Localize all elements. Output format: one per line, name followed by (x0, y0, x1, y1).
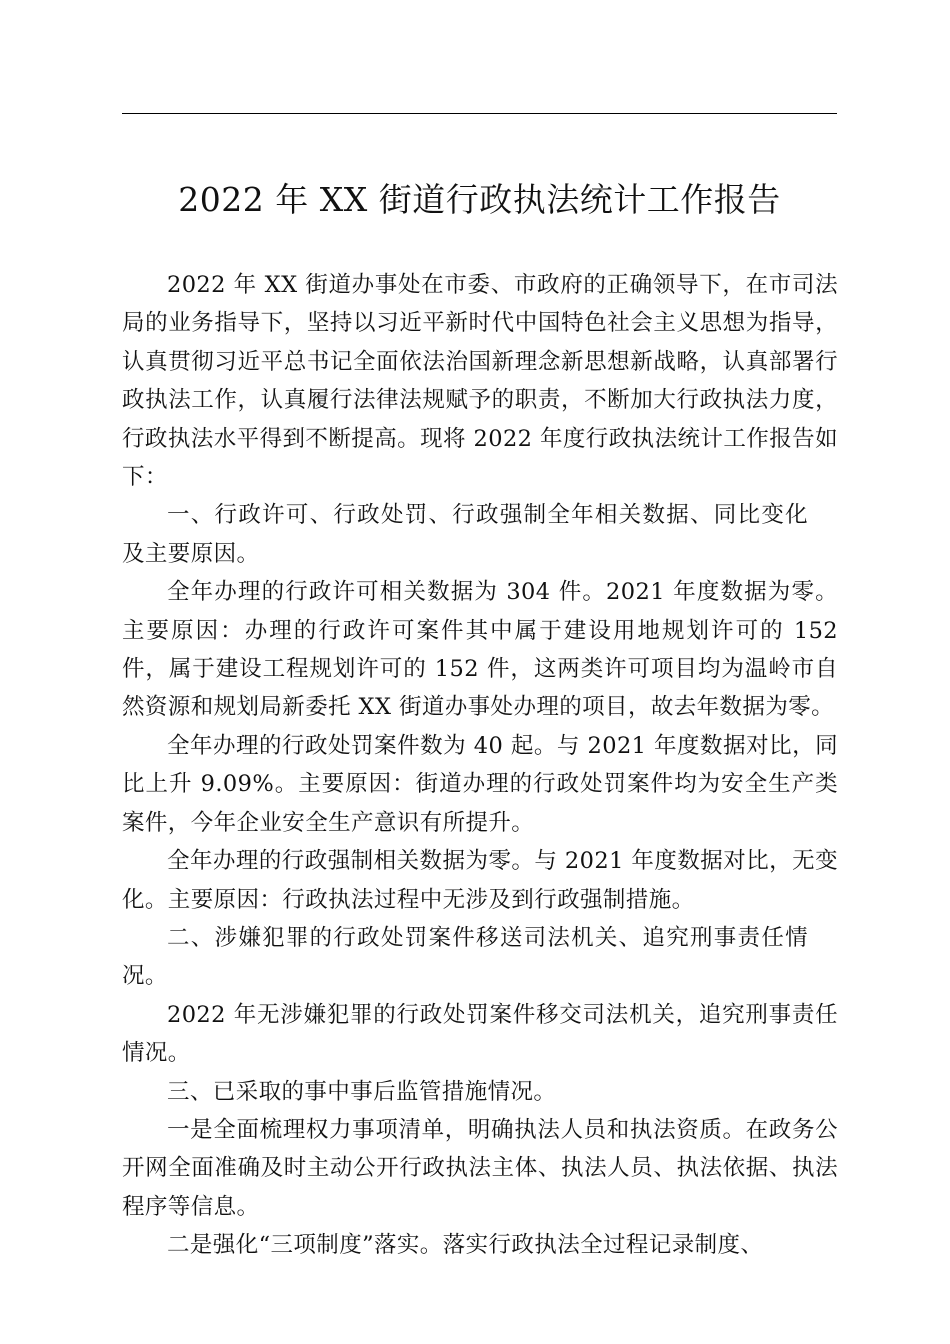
section-heading-2: 二、涉嫌犯罪的行政处罚案件移送司法机关、追究刑事责任情况。 (122, 924, 808, 990)
header-rule (122, 113, 837, 114)
section-heading-3: 三、已采取的事中事后监管措施情况。 (167, 1078, 557, 1105)
document-title: 2022 年 XX 街道行政执法统计工作报告 (178, 180, 781, 219)
paragraph-measure-2: 二是强化“三项制度”落实。落实行政执法全过程记录制度、 (167, 1232, 764, 1259)
paragraph-penalties: 全年办理的行政处罚案件数为 40 起。与 2021 年度数据对比，同比上升 9.09%。主要原因：街道办理的行政处罚案件均为安全生产类案件，今年企业安全生产意识有所提升。 (122, 732, 838, 836)
section-heading-1: 一、行政许可、行政处罚、行政强制全年相关数据、同比变化及主要原因。 (122, 502, 808, 567)
paragraph-enforcement: 全年办理的行政强制相关数据为零。与 2021 年度数据对比，无变化。主要原因：行政执法过程中无涉及到行政强制措施。 (122, 848, 838, 913)
paragraph-measure-1: 一是全面梳理权力事项清单，明确执法人员和执法资质。在政务公开网全面准确及时主动公开行政执法主体、执法人员、执法依据、执法程序等信息。 (122, 1116, 838, 1220)
paragraph-criminal-transfer: 2022 年无涉嫌犯罪的行政处罚案件移交司法机关，追究刑事责任情况。 (122, 1001, 838, 1067)
intro-paragraph: 2022 年 XX 街道办事处在市委、市政府的正确领导下，在市司法局的业务指导下，坚持以习近平新时代中国特色社会主义思想为指导，认真贯彻习近平总书记全面依法治国新理念新思想新战略，认真部署行政执法工作，认真履行法律法规赋予的职责，不断加大行政执法力度，行政执法水平得到不断提高。现将 2022 年度行政执法统计工作报告如下： (122, 272, 838, 491)
paragraph-licensing: 全年办理的行政许可相关数据为 304 件。2021 年度数据为零。主要原因：办理的行政许可案件其中属于建设用地规划许可的 152 件，属于建设工程规划许可的 152 件，这两类许可项目均为温岭市自然资源和规划局新委托 XX 街道办事处办理的项目，故去年数据为零。 (122, 579, 838, 721)
document-body (122, 266, 838, 1265)
